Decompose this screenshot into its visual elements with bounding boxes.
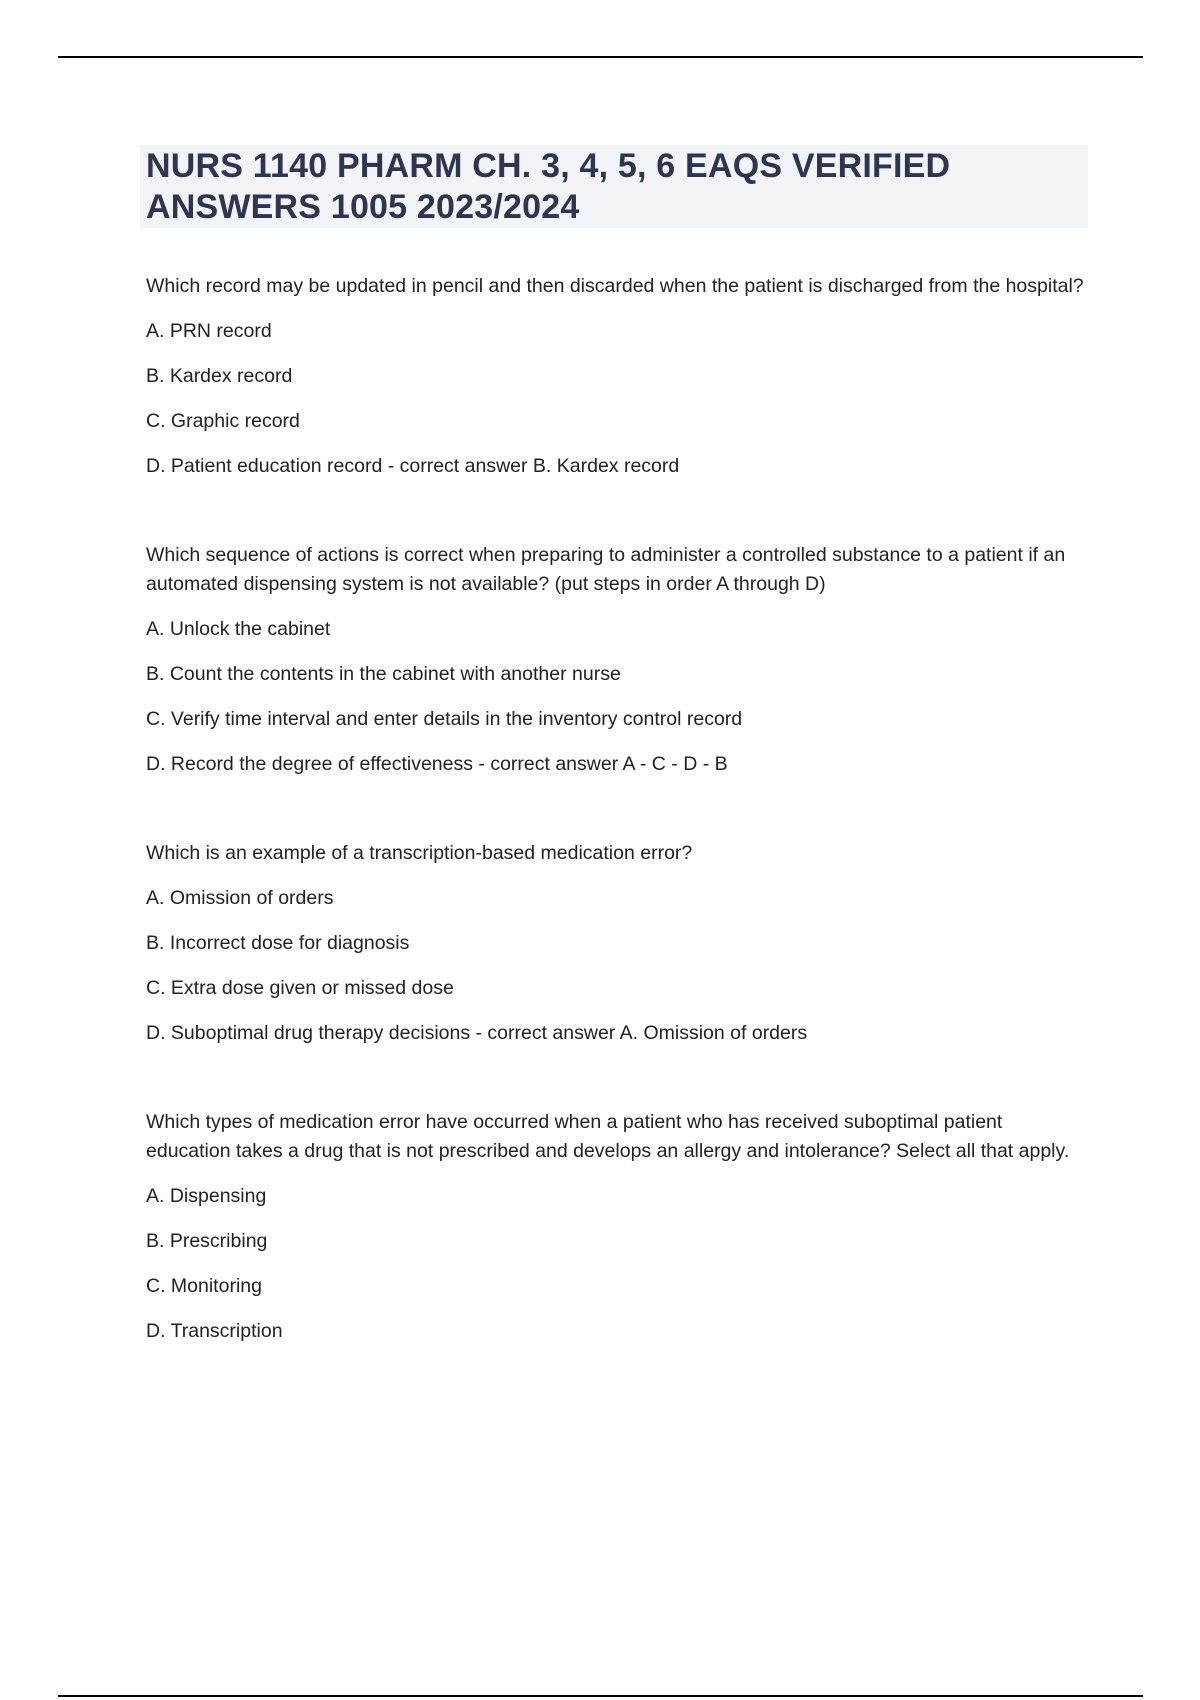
question-text: Which is an example of a transcription-based medication error? [146, 842, 693, 864]
top-rule [58, 56, 1143, 58]
answer-option-a: A. Unlock the cabinet [146, 618, 331, 640]
answer-option-d: D. Transcription [146, 1320, 283, 1342]
answer-option-b: B. Kardex record [146, 365, 293, 387]
answer-option-a: A. Dispensing [146, 1185, 267, 1207]
bottom-rule [58, 1695, 1143, 1697]
answer-option-d: D. Suboptimal drug therapy decisions - correct answer A. Omission of orders [146, 1022, 808, 1044]
answer-option-c: C. Monitoring [146, 1275, 262, 1297]
answer-option-c: C. Verify time interval and enter details in the inventory control record [146, 708, 743, 730]
question-text: Which record may be updated in pencil and then discarded when the patient is discharged from the hospital? [146, 275, 1084, 297]
answer-option-d: D. Patient education record - correct answer B. Kardex record [146, 455, 680, 477]
answer-option-b: B. Incorrect dose for diagnosis [146, 932, 410, 954]
document-title: NURS 1140 PHARM CH. 3, 4, 5, 6 EAQS VERIFIED ANSWERS 1005 2023/2024 [146, 147, 951, 226]
question-3 [146, 839, 1086, 1048]
answer-option-d: D. Record the degree of effectiveness - correct answer A - C - D - B [146, 753, 728, 775]
question-2 [146, 541, 1086, 779]
answer-option-c: C. Graphic record [146, 410, 300, 432]
question-text: Which sequence of actions is correct when preparing to administer a controlled substance to a patient if an automated dispensing system is not available? (put steps in order A through D) [146, 544, 1066, 595]
answer-option-a: A. PRN record [146, 320, 272, 342]
question-4 [146, 1108, 1086, 1346]
answer-option-c: C. Extra dose given or missed dose [146, 977, 454, 999]
title-block [140, 145, 1088, 228]
answer-option-b: B. Count the contents in the cabinet with another nurse [146, 663, 621, 685]
question-text: Which types of medication error have occurred when a patient who has received suboptimal patient education takes a drug that is not prescribed and develops an allergy and intolerance? Select all that apply. [146, 1111, 1070, 1162]
question-list [146, 272, 1086, 1406]
question-1 [146, 272, 1086, 481]
answer-option-a: A. Omission of orders [146, 887, 334, 909]
answer-option-b: B. Prescribing [146, 1230, 268, 1252]
